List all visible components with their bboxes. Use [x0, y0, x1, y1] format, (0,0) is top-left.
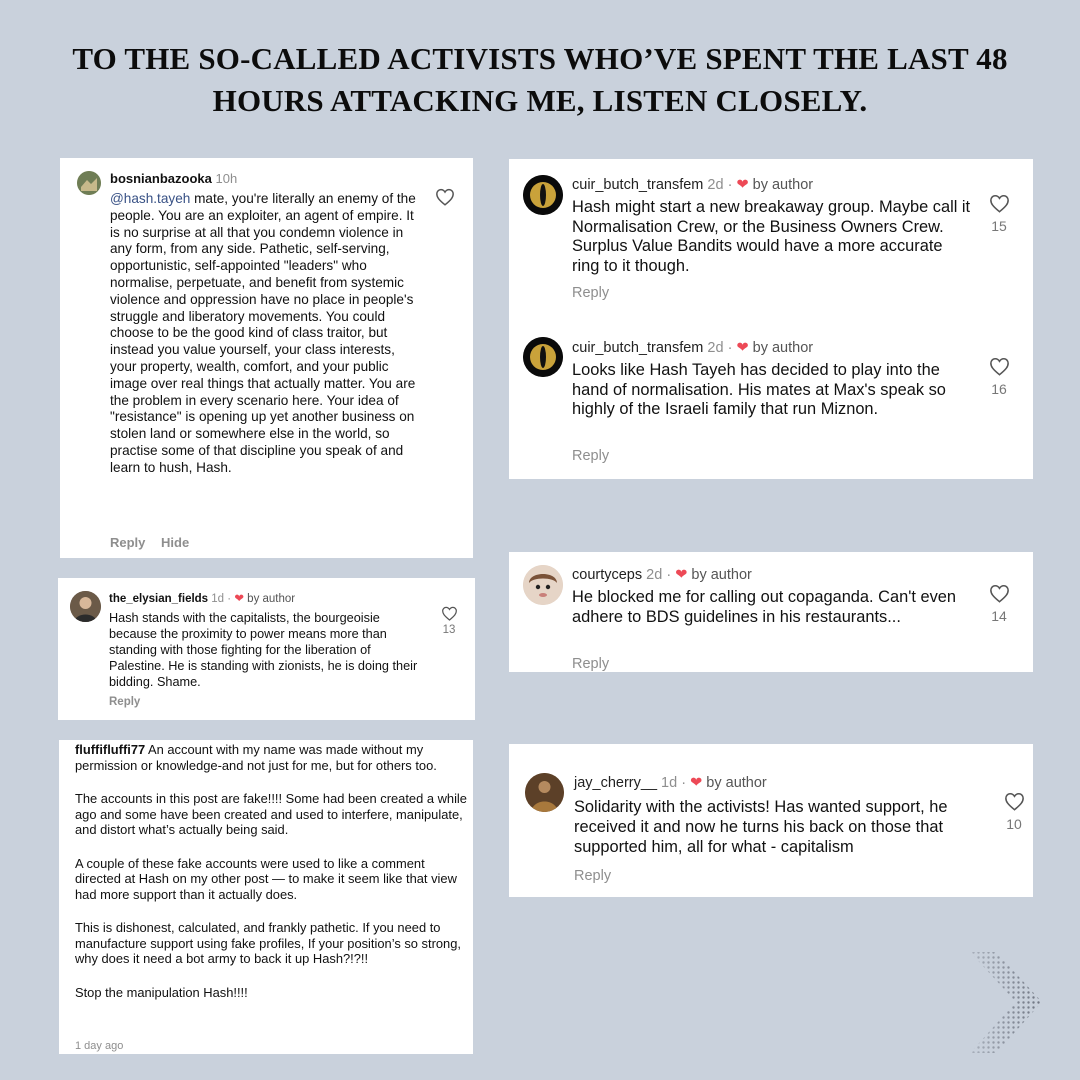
by-author-label: by author — [752, 177, 814, 193]
mention-link[interactable]: @hash.tayeh — [110, 191, 191, 206]
timestamp: 2d — [707, 340, 724, 356]
username[interactable]: courtyceps — [572, 567, 643, 583]
comment-card-the-elysian-fields — [58, 578, 475, 720]
comment-card-jay-cherry — [509, 744, 1033, 897]
timestamp: 1d — [661, 775, 678, 791]
comment-header: cuir_butch_transfem 2d · ❤ by author — [572, 340, 814, 356]
username[interactable]: fluffifluffi77 — [75, 742, 146, 757]
avatar[interactable] — [77, 171, 101, 195]
author-heart-icon: ❤ — [736, 340, 749, 356]
comment-header: the_elysian_fields 1d · ❤ by author — [109, 593, 296, 605]
avatar[interactable] — [523, 565, 563, 605]
headline-line-2: HOURS ATTACKING ME, LISTEN CLOSELY. — [212, 83, 868, 118]
reply-button[interactable]: Reply — [572, 448, 610, 464]
by-author-label: by author — [247, 593, 296, 605]
comment-paragraph: A couple of these fake accounts were used to like a comment directed at Hash on my other post — to make it seem like that view had more support than it actually does. — [75, 855, 457, 902]
author-heart-icon: ❤ — [234, 593, 244, 605]
comment-text: Hash might start a new breakaway group. Maybe call it Normalisation Crew, or the Business Owners Crew. Surplus Value Bandits would have a more accurate ring to it though. — [572, 198, 971, 275]
headline — [0, 38, 1080, 122]
like-count: 10 — [1006, 816, 1022, 832]
username[interactable]: cuir_butch_transfem — [572, 340, 704, 356]
timestamp: 1 day ago — [75, 1040, 124, 1052]
comment-card-cuir-butch-transfem — [509, 159, 1033, 479]
by-author-label: by author — [706, 775, 767, 791]
comment-text: Looks like Hash Tayeh has decided to play into the hand of normalisation. His mates at Max's speak so highly of the Israeli family that run Miznon. — [572, 361, 946, 419]
comment-actions — [110, 535, 189, 550]
username[interactable]: cuir_butch_transfem — [572, 177, 704, 193]
reply-button[interactable]: Reply — [572, 285, 610, 301]
username[interactable]: the_elysian_fields — [109, 593, 209, 605]
like-button[interactable] — [986, 357, 1012, 397]
comment-header: courtyceps 2d · ❤ by author — [572, 567, 752, 583]
avatar[interactable] — [523, 337, 563, 377]
like-count: 14 — [991, 608, 1007, 624]
comment-text — [75, 742, 467, 1000]
username[interactable]: jay_cherry__ — [574, 775, 658, 791]
username[interactable]: bosnianbazooka — [110, 171, 212, 186]
comment-header: cuir_butch_transfem 2d · ❤ by author — [572, 177, 814, 193]
chevron-dots-icon — [966, 950, 1046, 1055]
reply-button[interactable]: Reply — [110, 535, 146, 550]
timestamp: 10h — [215, 171, 238, 186]
avatar[interactable] — [523, 175, 563, 215]
avatar[interactable] — [525, 773, 564, 812]
comment-paragraph: fluffifluffi77 An account with my name was made without my permission or knowledge-and not just for me, but for others too. — [75, 742, 437, 773]
comment-header — [110, 171, 237, 187]
comment-card-courtyceps — [509, 552, 1033, 672]
like-button[interactable] — [434, 188, 456, 206]
heart-outline-icon — [989, 194, 1010, 213]
comment-card-fluffifluffi77 — [59, 740, 473, 1054]
timestamp: 1d — [211, 593, 225, 605]
comment-card-bosnianbazooka — [60, 158, 473, 558]
like-count: 15 — [991, 218, 1007, 234]
like-button[interactable] — [1001, 792, 1027, 832]
author-heart-icon: ❤ — [690, 775, 703, 791]
like-button[interactable] — [986, 584, 1012, 624]
comment-text: @hash.tayeh mate, you're literally an enemy of the people. You are an exploiter, an agent of empire. It is no surprise at all that you condemn violence in any form, from any side. Pathetic, self-serving, opportunistic, self-appointed "leaders" who normalise, perpetuate, and benefit from systemic violence and oppression have no place in people's struggle and liberatory movements. You could choose to be the good kind of class traitor, but instead you value yourself, your class interests, your property, wealth, comfort, and your public image over real things that actually matter. You are the problem in every scenario here. Your idea of "resistance" is opening up yet another business on stolen land or somewhere else in the world, so practise some of that discipline you speak of and learn to hush, Hash. — [110, 191, 416, 475]
headline-line-1: TO THE SO-CALLED ACTIVISTS WHO’VE SPENT THE LAST 48 — [72, 41, 1008, 76]
like-button[interactable] — [438, 606, 460, 636]
like-button[interactable] — [986, 194, 1012, 234]
comment-paragraph: This is dishonest, calculated, and frankly pathetic. If you need to manufacture support using fake profiles, If your position’s so strong, why does it need a bot army to back it up Hash?!?!! — [75, 920, 461, 966]
heart-outline-icon — [441, 606, 458, 621]
comment-paragraph: Stop the manipulation Hash!!!! — [75, 984, 248, 1000]
by-author-label: by author — [691, 567, 752, 583]
heart-outline-icon — [989, 584, 1010, 603]
heart-outline-icon — [435, 188, 455, 206]
heart-outline-icon — [989, 357, 1010, 376]
timestamp: 2d — [646, 567, 663, 583]
heart-outline-icon — [1004, 792, 1025, 811]
hide-button[interactable]: Hide — [161, 535, 190, 550]
comment-header: jay_cherry__ 1d · ❤ by author — [574, 775, 767, 791]
reply-button[interactable]: Reply — [572, 656, 610, 672]
author-heart-icon: ❤ — [675, 567, 688, 583]
like-count: 16 — [991, 381, 1007, 397]
comment-text: Solidarity with the activists! Has wanted support, he received it and now he turns his back on those that supported him, all for what - capitalism — [574, 798, 948, 856]
comment-paragraph: The accounts in this post are fake!!!! Some had been created a while ago and some have been created and used to interfere, manipulate, and distort what’s actually being said. — [75, 791, 467, 837]
reply-button[interactable]: Reply — [109, 696, 141, 708]
reply-button[interactable]: Reply — [574, 868, 612, 884]
comment-text: Hash stands with the capitalists, the bourgeoisie because the proximity to power means more than standing with those fighting for the liberation of Palestine. He is standing with zionists, he is doing their bidding. Shame. — [109, 611, 418, 689]
avatar[interactable] — [70, 591, 101, 622]
comment-text: He blocked me for calling out copaganda. Can't even adhere to BDS guidelines in his restaurants... — [572, 588, 956, 626]
author-heart-icon: ❤ — [736, 177, 749, 193]
timestamp: 2d — [707, 177, 724, 193]
like-count: 13 — [442, 624, 456, 636]
by-author-label: by author — [752, 340, 814, 356]
